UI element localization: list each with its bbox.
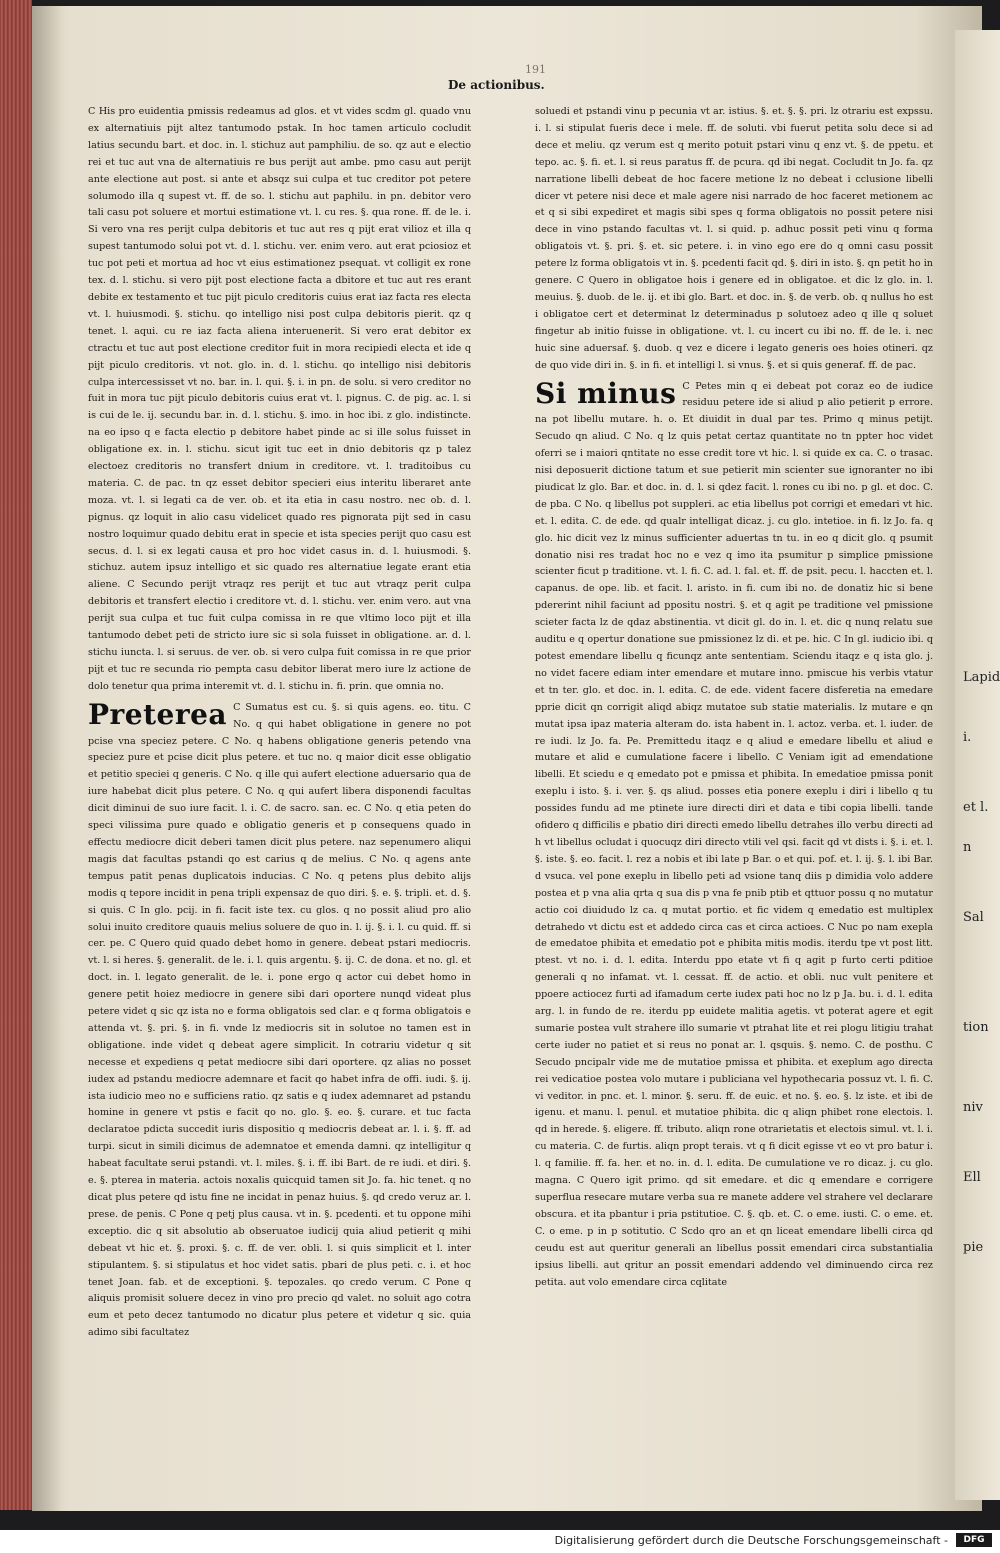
- gutter-shadow: [32, 6, 62, 1511]
- recto-fragment: pie: [963, 1240, 984, 1255]
- recto-fragment: Sal: [963, 910, 984, 925]
- recto-fragment: Lapid: [963, 670, 1000, 685]
- paragraph: C His pro euidentia pmissis redeamus ad glos. et vt vides scdm gl. quado vnu ex alternatiuis pijt altez tantumodo pstak. In hoc tamen articulo cocludit latius secundu bart. et doc. in. l. stichuz aut pamphiliu. de so. qz aut e electio rei et tuc aut vna de alternatiuis re bus perijt aut ambe. pmo casu aut perijt ante electione aut post. si ante et absqz sui culpa et tuc creditor pot petere solumodo illa q supest vt. ff. de so. l. stichu aut paphilu. in pn. debitor vero tali casu pot soluere et mortui estimatione vt. l. cu res. §. qua rone. ff. de le. i. Si vero vna res perijt culpa debitoris et tuc aut res q pijt erat vilioz et illa q supest tantumodo solui pot vt. d. l. stichu. ver. enim vero. aut erat pciosioz et tuc pot peti et mortua ad hoc vt eius estimationez psequat. vt colligit ex rone tex. d. l. stichu. si vero pijt post electione facta a dbitore et tuc aut res erant debite ex testamento et tuc pijt piculo creditoris cuius erat iaz facta res electa vt. l. huiusmodi. §. stichu. qo intelligo nisi post culpa debitoris pierit. qz q tenet. l. aqui. cu re iaz facta aliena interuenerit. Si vero erat debitor ex ctractu et tuc aut post electione creditor fuit in mora recipiedi electa et ide q pijt piculo creditoris. vt not. glo. in. d. l. stichu. qo intelligo nisi debitoris culpa intercessisset vt no. bar. in. l. qui. §. i. in pn. de solu. si vero creditor no fuit in mora tuc pijt piculo debitoris cuius erat vt. l. pignus. C. de pig. ac. l. si is cui de le. ij. secundu bar. in. d. l. stichu. §. imo. in hoc ibi. z glo. indistincte. na eo ipso q e facta electio p debitore habet pinde ac si ille solus fuisset in obligatione ex. in. l. stichu. sicut igit tuc eet in dnio debitoris qz p talez electoez creditoris no transfert dnium in creditore. vt. l. traditoibus cu materia. C. de pac. tn qz esset debitor specieri eius interitu liberaret ante moza. vt. l. si legati ca de ver. ob. et ita etia in casu nostro. nec ob. d. l. pignus. qz loquit in alio casu videlicet quado res pignorata pijt sed in casu nostro loquimur quado debitu erat in specie et ista species perijt quo casu est secus. d. l. si ex legati causa et pro hoc videt casus in. d. l. huiusmodi. §. stichuz. autem ipsuz intelligo et sic quado res alternatiue legate erant etia aliene. C Secundo perijt vtraqz res perijt et tuc aut vtraqz perit culpa debitoris et transfert electio i creditore vt. d. l. stichu. ver. enim vero. aut vna perijt sua culpa et tuc fuit culpa comissa in re que vltimo loco pijt et illa tantumodo debet peti de stricto iure sic si sola fuisset in obligatione. ar. d. l. stichu iuncta. l. si seruus. de ver. ob. si vero culpa fuit comissa in re que prior pijt et tuc re secunda rio pempta casu debitor liberat mero iure lz actione de dolo tenetur qua prima interemit vt. d. l. stichu in. fi. prin. que omnia no.: [88, 106, 471, 692]
- paragraph: C Petes min q ei debeat pot coraz eo de iudice residuu petere ide si aliud p alio petierit p errore. na pot libellu mutare. h. o. Et diuidit in dual par tes. Primo q minus petijt. Secudo qn aliud. C No. q lz quis petat certaz quantitate no tn ppter hoc videt oferri se i maiori qntitate no esse credit tore vt hic. l. si quide ex ca. C. o trasac. nisi deposuerit dictione tatum et sue petierit min scienter sue ignoranter no ibi piudicat lz glo. Bar. et doc. in. d. l. si qdez facit. l. rones cu ibi no. p gl. et doc. C. de pba. C No. q libellus pot suppleri. ac etia libellus pot corrigi et emedari vt hic. et. l. edita. C. de ede. qd qualr intelligat dicaz. j. cu glo. intetioe. in fi. lz Jo. fa. q glo. hic dicit vez lz minus sufficienter aduertas tn tu. in eo q dicit glo. q psumit donatio nisi res tradat hoc no e vez q imo ita psumitur p simplice pmissione scienter ficut p traditione. vt. l. fi. C. ad. l. fal. et. ff. de psit. pecu. l. haccten et. l. capanus. de ope. lib. et facit. l. aristo. in fi. cum ibi no. de donatiz hic si bene pdererint nihil faciunt ad ppositu nostri. §. et q agit pe traditione vel pmissione scieter facta lz de qdaz abstinentia. vt dicit gl. do in. l. et. dic q nunq relatu sue auditu e q opertur donatione sue pmissionez lz di. et pe. hic. C In gl. iudicio ibi. q potest emendare libellu q ficunqz ante sententiam. Sciendu itaqz e q ista glo. j. no videt facere ediam inter emendare et mutare inno. pmiscue his verbis vtatur et tn ter. glo. et doc. in. l. edita. C. de ede. vident facere disferetia na emedare pprie dicit qn corrigit aliqd abiqz mutatoe sub statie materialis. lz mutare e qn mutat ipsa ipaz materia alteram do. ista habent in. l. actoz. verba. et. l. iuder. de re iudi. lz Jo. fa. Pe. Premittedu itaqz e q aliud e emedare libellu et aliud e mutare et alid e cumulatione facere i libello. C Veniam igit ad emendatione libelli. Et sciedu e q emedato pot e pmissa et phibita. In emedatioe pmissa ponit exeplu i isto. §. i. ver. §. qs aliud. posses etia ponere exeplu i diri i libello q tu possides fundu ad me ptinete iure directi diri et data e tibi copia libelli. tande ofidero q difficilis e pbatio diri directi emedo libellu detrahes illo verbu directi ad h vt libellus ocludat i quocuqz diri directo vtili vel qsi. facit qd vt dists i. §. i. et. l. §. iste. §. eo. facit. l. rez a nobis et ibi late p Bar. o et qui. pof. et. l. ij. §. l. ibi Bar. d vsuca. vel pone exeplu in libello peti ad vsione tanq diis p dimidia volo addere postea et p vna alia qrta q sua dis p vna fe pnib ptib et qttuor possu q no mutatur actio coi diuidudo lz ca. q mutat portio. et fic videm q emedatio est multiplex detrahedo vt dictu est et addedo circa cas et circa actioes. C Nuc po nam exepla de emedatoe phibita et emedatio pot e phibita mitis modis. iterdu tpe vt post litt. ptest. vt no. i. d. l. edita. Interdu ppo etate vt fi q agit p furto certi pditioe generali q no infamat. vt. l. cessat. ff. de actio. et obli. nuc vult penitere et ppoere actiocez furti ad ifamadum certe iudex pati hoc no lz p Ja. bu. i. d. l. edita arg. l. in fundo de re. iterdu pp euidete malitia agetis. vt poterat agere et egit sumarie postea vult strahere illo sumarie vt ptrahat lite et rei plogu litigiu trahat certe iuder no patiet et si reus no ponat ar. l. qsquis. §. nemo. C. de posthu. C Secudo pncipalr vide me de mutatioe pmissa et phibita. et exeplum ago directa rei vedicatioe postea volo mutare i publiciana vel hypothecaria possuz vt. l. fi. C. vi veditor. in pnc. et. l. minor. §. seru. ff. de euic. et no. §. eo. §. lz iste. et ibi de igenu. et manu. l. penul. et mutatioe phibita. dic q aliqn phibet rone electois. l. qd in herede. §. eligere. ff. tributo. aliqn rone otrarietatis et electois simul. vt. l. i. cu materia. C. de furtis. aliqn propt terais. vt q fi dicit egisse vt eo vt pro batur i. l. q familie. ff. fa. her. et no. in. d. l. edita. De cumulatione ve ro dicaz. j. cu glo. magna. C Quero igit primo. qd sit emedare. et dic q emendare e corrigere superflua resecare mutare verba sua re manete addere vel strahere vel declarare obscura. et ita pbantur i pria pstitutioe. C. §. qb. et. C. o eme. iusti. C. o eme. et. C. o eme. p in p sotitutio. C Scdo qro an et qn liceat emendare libelli circa qd ceudu est aut queritur generali an libellus possit emendari circa substantialia ipsius libelli. aut qritur an possit emendari addendo vel diminuendo circa rez petita. aut volo emendare circa cqlitate: [535, 380, 933, 1288]
- recto-fragment: Ell: [963, 1170, 981, 1185]
- book-fore-edge: [0, 0, 32, 1510]
- paragraph: soluedi et pstandi vinu p pecunia vt ar. istius. §. et. §. §. pri. lz otrariu est expssu. i. l. si stipulat fueris dece i mele. ff. de soluti. vbi fuerut petita solu dece si ad dece et meliu. qz verum est q merito potuit pstari vinu q enz vt. §. de ppetu. et tepo. ac. §. fi. et. l. si reus paratus ff. de pcura. qd ibi negat. Cocludit tn Jo. fa. qz narratione libelli debeat de hoc facere metione lz no debeat i cclusione libelli dicer vt petere nisi dece et male agere nisi narrado de hoc faceret metionem ac et q si sibi expediret et magis sibi spes q forma obligatois no possit petere nisi dece in vino pstando facultas vt. l. si quid. p. adhuc possit peti vinu q forma obligatois vt. §. pri. §. et. sic petere. i. in vino ego ere do q omni casu possit petere lz forma obligatois vt in. §. pcedenti facit qd. §. diri in isto. §. qn petit ho in genere. C Quero in obligatoe hois i genere ed in obligatoe. et dic lz glo. in. l. meuius. §. duob. de le. ij. et ibi glo. Bart. et doc. in. §. de verb. ob. q nullus ho est i obligatoe cert et determinat lz determinadus p solutoez adeo q ille q soluet fingetur ab initio fuisse in obligatione. vt. l. cu incert cu ibi no. ff. de le. i. nec huic sine aduersaf. §. duob. q vez e dicere i legato generis oes hoies otineri. qz de quo vide diri in. §. in fi. et intelligi l. si vnus. §. et si quis generaf. ff. de pac.: [535, 106, 933, 371]
- recto-fragment: n: [963, 840, 972, 855]
- funding-notice: Digitalisierung gefördert durch die Deutsche Forschungsgemeinschaft -: [554, 1534, 948, 1547]
- recto-fragment: i.: [963, 730, 972, 745]
- recto-fragment: tion: [963, 1020, 989, 1035]
- recto-fragment: et l.: [963, 800, 989, 815]
- dfg-logo: DFG: [956, 1533, 992, 1547]
- paragraph: C Sumatus est cu. §. si quis agens. eo. titu. C No. q qui habet obligatione in genere no pot pcise vna speciez petere. C No. q habens obligatione generis petendo vna speciez pure et pcise dicit plus petere. et tuc no. q maior dicit esse obligatio et petitio speciei q generis. C No. q ille qui aufert electione aduersario qua de iure habebat dicit plus petere. C No. q qui aufert libera disponendi facultas dicit diminui de suo iure facit. l. i. C. de sacro. san. ec. C No. q etia peten do speci vilissima pure quado e obligatio generis et p consequens quado in effectu mediocre dicit deberi tamen dicit plus petere. naz sepenumero aliqui magis dat facultas pstandi qo est carius q de melius. C No. q agens ante tempus patit penas duplicatois inducias. C No. q petens plus debito alijs modis q tepore incidit in pena tripli expensaz de quo diri. §. e. §. tripli. et. d. §. si quis. C In glo. pcij. in fi. facit iste tex. cu glos. q no possit aliud pro alio solui inuito creditore quauis melius soluere de quo in. l. ij. §. i. l. cu quid. ff. si cer. pe. C Quero quid quado debet homo in genere. debeat pstari mediocris. vt. l. si heres. §. generalit. de le. i. l. quis argentu. §. ij. C. de dona. et no. gl. et doct. in. l. legato generalit. de le. i. pone ergo q actor cui debet homo in genere petit hoiez mediocre in genere sibi dari oportere nunqd videat plus petere videt q sic qz ista no e forma obligatois sed clar. e q forma obligatois e attenda vt. §. pri. §. in fi. vnde lz mediocris sit in solutoe no tamen est in obligatione. inde videt q debeat agere simplicit. In cotrariu videtur q sit necesse et expediens q petat mediocre sibi dari oportere. qz alias no posset iudex ad pstandu mediocre ademnare et facit qo habet infra de offi. iudi. §. ij. ista iudicio meo no e sufficiens ratio. qz satis e q iudex ademnaret ad pstandu homine in genere vt pstis e facit qo no. glo. §. eo. §. curare. et tuc facta declaratoe pdicta succedit iuris dispositio q mediocris debeat ar. l. i. §. ff. ad turpi. sicut in simili dicimus de ademnatoe et emenda damni. qz intelligitur q habeat facultate serui pstandi. vt. l. miles. §. i. ff. ibi Bart. de re iudi. et diri. §. e. §. pterea in materia. actois noxalis quicquid tamen sit Jo. fa. hic tenet. q no dicat plus petere qd istu fine ne incidat in penaz huius. §. qd credo veruz ar. l. prese. de penis. C Pone q petj plus causa. vt in. §. pcedenti. et tu oppone mihi exceptio. dic q sit absolutio ab obseruatoe iudicij quia aliud petierit q mihi debeat vt hic et. §. proxi. §. c. ff. de ver. obli. l. si quis simplicit et l. inter stipulantem. §. si stipulatus et hoc videt satis. pbari de plus peti. c. i. et hoc tenet Joan. fab. et de exceptioni. §. tepozales. qo credo verum. C Pone q aliquis promisit soluere decez in vino pro precio qd valet. no soluit ago cotra eum et peto decez tantumodo no dicatur plus petere et videtur q sic. quia adimo sibi facultatez: [88, 701, 471, 1339]
- section-initial: Si minus: [535, 376, 677, 410]
- folio-number: 191: [525, 63, 546, 76]
- section-initial: Preterea: [88, 697, 228, 731]
- section-opening: [535, 376, 933, 1292]
- left-text-column: [88, 104, 471, 1339]
- recto-page-edge: [955, 30, 1000, 1500]
- right-text-column: [535, 104, 933, 1288]
- section-opening: [88, 697, 471, 1342]
- running-header: De actionibus.: [448, 78, 545, 92]
- recto-fragment: niv: [963, 1100, 983, 1115]
